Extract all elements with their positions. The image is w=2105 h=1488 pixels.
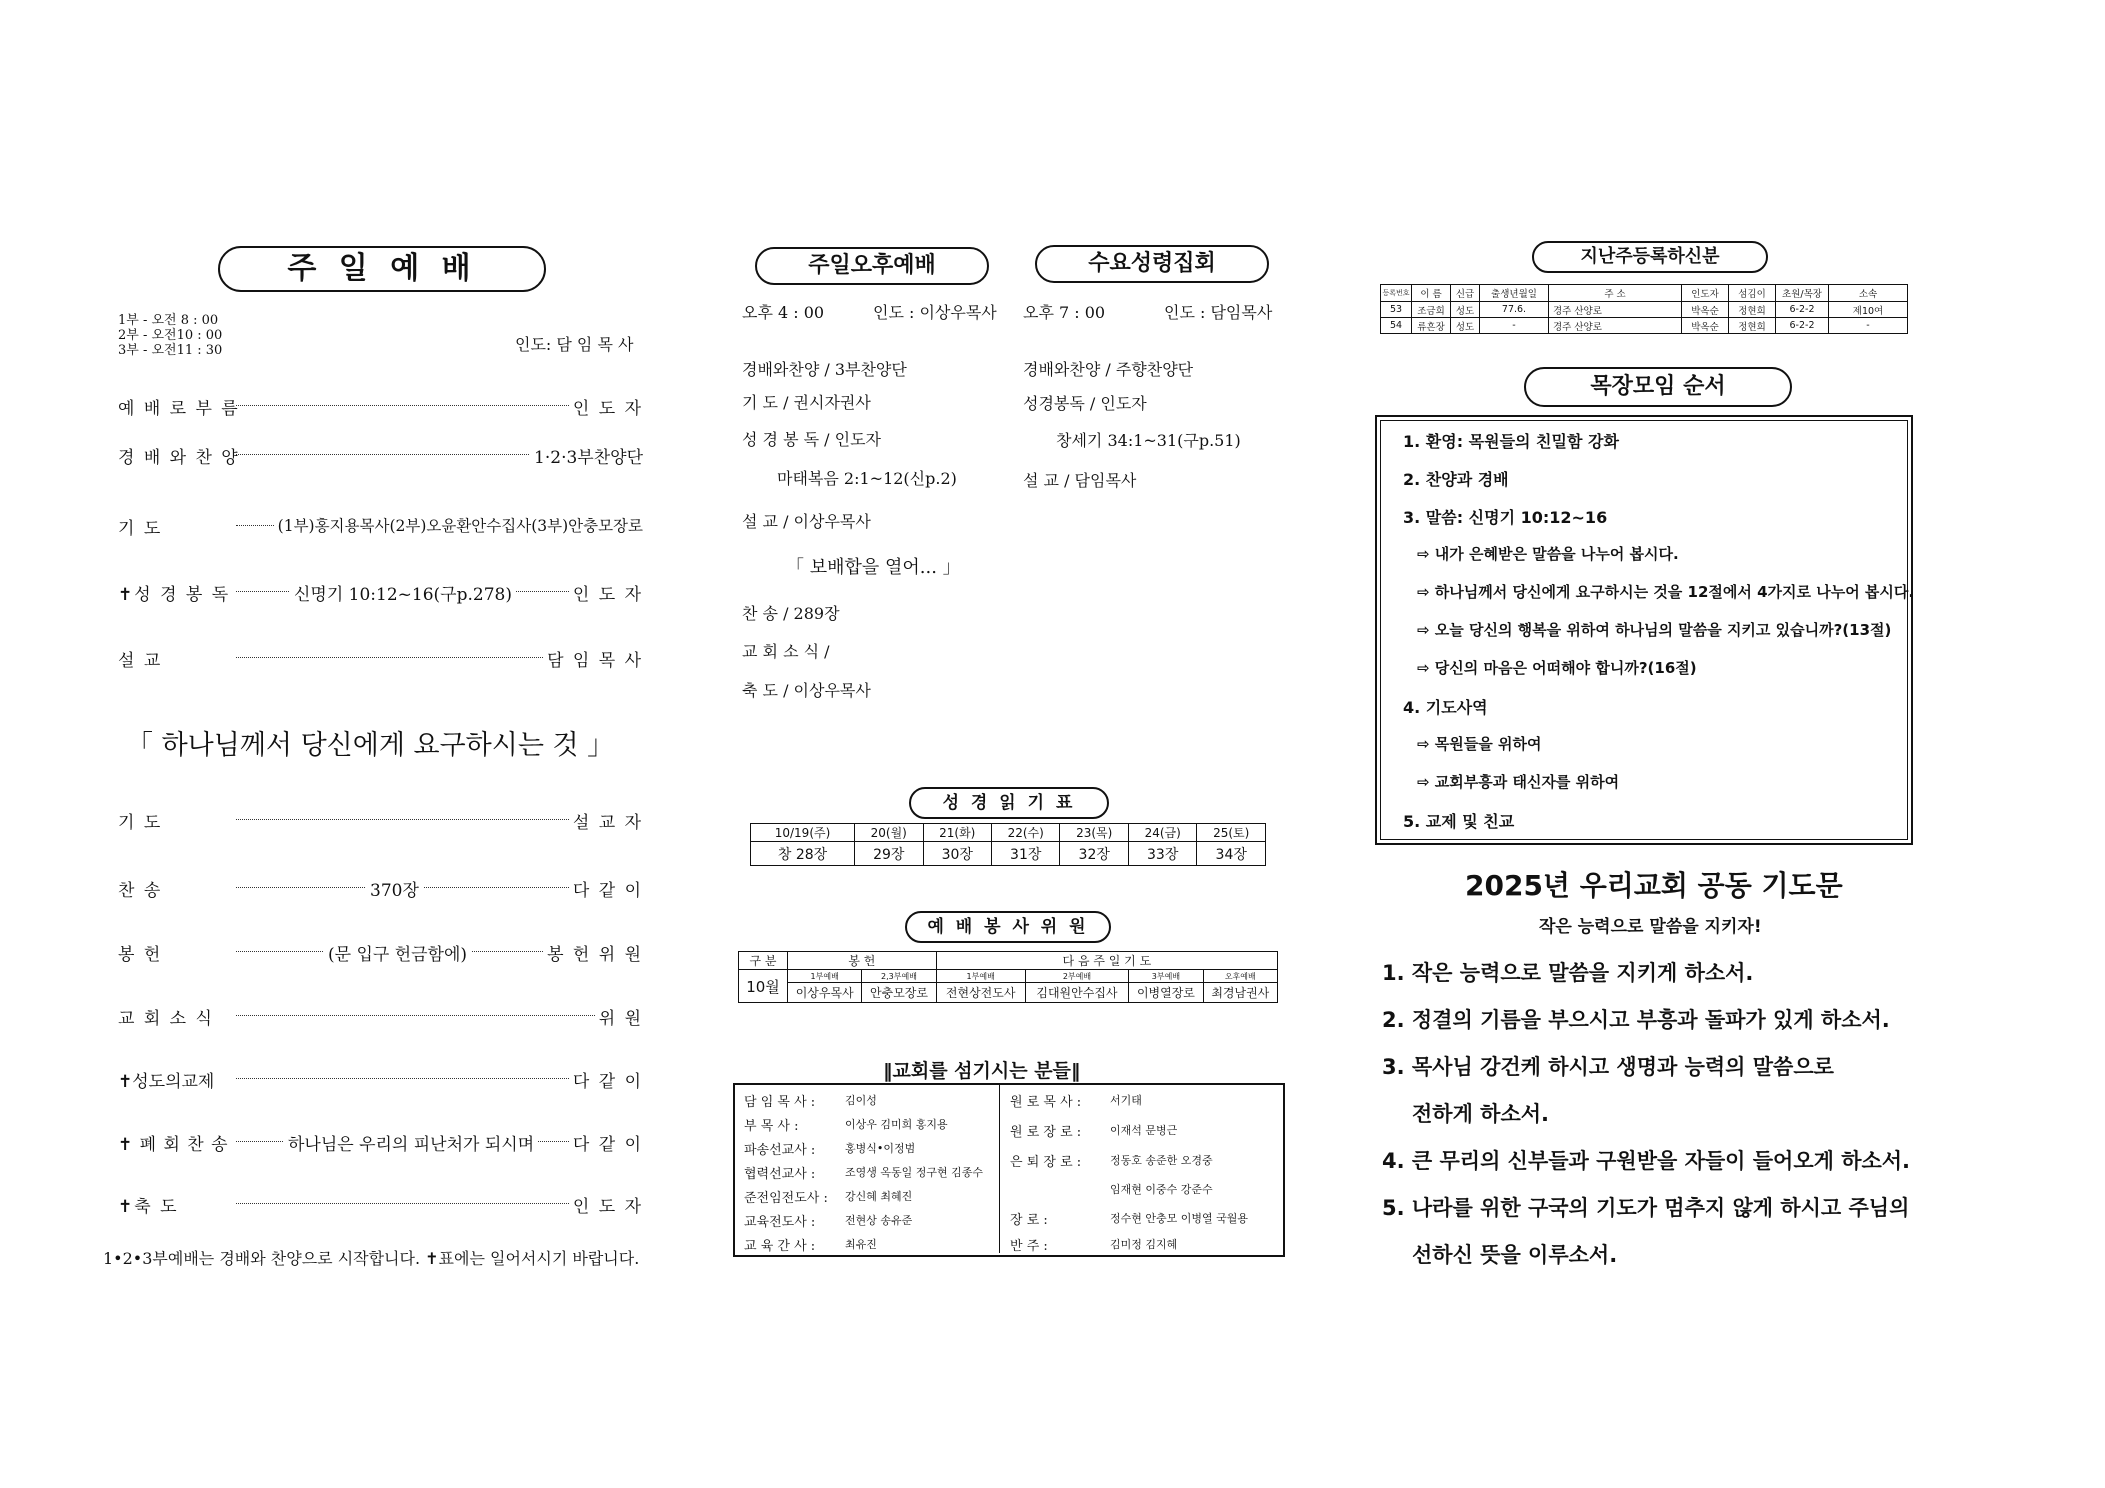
mokjang-subitem: ⇨ 오늘 당신의 행복을 위하여 하나님의 말씀을 지키고 있습니까?(13절) [1417,621,1892,639]
registration-header: 이 름 [1412,285,1451,302]
wednesday-item: 설 교 / 담임목사 [1023,471,1137,490]
order-label: 봉 헌 [118,945,163,965]
registration-cell: 53 [1381,302,1412,318]
afternoon-item: 축 도 / 이상우목사 [742,681,871,700]
wednesday-item: 경배와찬양 / 주향찬양단 [1023,360,1194,379]
order-row [118,1130,643,1154]
order-detail: 370장 [366,876,423,901]
staff-names: 강신혜 최혜진 [845,1190,913,1203]
order-row [118,443,643,467]
order-label: 설 교 [118,651,163,671]
staff-names: 전현상 송유준 [845,1214,913,1227]
servers-subheader: 2부예배 [1025,970,1129,983]
service-time-3: 3부 - 오전11 : 30 [118,343,223,358]
order-leader: 다 같 이 [569,1067,643,1092]
order-leader: 인 도 자 [569,580,643,605]
order-row [118,514,643,538]
registration-header: 등록번호 [1381,285,1412,302]
servers-name: 최경남권사 [1203,983,1277,1003]
registration-cell: 류흔장 [1412,318,1451,334]
order-row [118,646,643,670]
order-label: 교 회 소 식 [118,1009,214,1029]
afternoon-service-title: 주일오후예배 [755,247,989,285]
prayer-line: 5. 나라를 위한 구국의 기도가 멈추지 않게 하시고 주님의 [1382,1196,1910,1220]
registration-cell: 정현희 [1729,318,1776,334]
afternoon-item: 찬 송 / 289장 [742,604,840,623]
staff-names: 김미정 김지혜 [1110,1238,1178,1251]
reading-chapter: 34장 [1197,842,1266,866]
mokjang-subitem: ⇨ 내가 은혜받은 말씀을 나누어 봅시다. [1417,545,1679,563]
afternoon-item: 설 교 / 이상우목사 [742,512,871,531]
reading-chapter: 30장 [923,842,991,866]
sunday-footnote: 1•2•3부예배는 경배와 찬양으로 시작합니다. ✝표에는 일어서시기 바랍니다. [103,1249,640,1268]
order-leader: 인 도 자 [569,394,643,419]
order-leader: 설 교 자 [569,808,643,833]
registration-cell: 성도 [1451,318,1480,334]
registration-title: 지난주등록하신분 [1532,241,1768,273]
afternoon-item: 성 경 봉 독 / 인도자 [742,430,882,449]
staff-role: 준전임전도사 : [744,1191,828,1206]
afternoon-sermon-title: 「 보배합을 열어... 」 [786,557,961,578]
order-label: ✝ 폐 회 찬 송 [118,1135,229,1155]
registration-cell: 박옥순 [1682,302,1729,318]
order-label: 기 도 [118,519,163,539]
mokjang-title: 목장모임 순서 [1524,367,1792,407]
reading-chapter: 33장 [1128,842,1196,866]
registration-header: 출생년월일 [1480,285,1549,302]
reading-chapter: 29장 [855,842,923,866]
order-row [118,1004,643,1028]
order-leader: (1부)홍지용목사(2부)오윤환안수집사(3부)안충모장로 [274,514,643,536]
servers-month: 10월 [739,970,788,1003]
registration-row [1381,302,1908,318]
mokjang-item: 5. 교제 및 친교 [1403,812,1515,831]
order-leader: 봉 헌 위 원 [543,940,643,965]
wednesday-item: 창세기 34:1~31(구p.51) [1056,431,1241,450]
registration-header: 소속 [1829,285,1908,302]
reading-table-title: 성 경 읽 기 표 [909,787,1109,819]
registration-cell: 박옥순 [1682,318,1729,334]
staff-box [733,1083,1285,1257]
registration-header: 인도자 [1682,285,1729,302]
prayer-line: 2. 정결의 기름을 부으시고 부흥과 돌파가 있게 하소서. [1382,1008,1890,1032]
mokjang-subitem: ⇨ 목원들을 위하여 [1417,735,1542,753]
order-row [118,1192,643,1216]
sunday-service-title: 주 일 예 배 [218,246,546,292]
servers-header: 봉 헌 [788,952,937,970]
staff-names: 홍병식•이정범 [845,1142,916,1155]
reading-day: 10/19(주) [751,824,855,842]
order-row [118,808,643,832]
mokjang-item: 2. 찬양과 경배 [1403,470,1509,489]
staff-names: 최유진 [845,1238,877,1251]
mokjang-subitem: ⇨ 당신의 마음은 어떠해야 합니까?(16절) [1417,659,1697,677]
reading-chapter: 창 28장 [751,842,855,866]
reading-chapter: 31장 [991,842,1059,866]
reading-day: 20(월) [855,824,923,842]
servers-table-title: 예 배 봉 사 위 원 [905,911,1111,943]
prayer-line: 3. 목사님 강건케 하시고 생명과 능력의 말씀으로 [1382,1055,1834,1079]
mokjang-subitem: ⇨ 교회부흥과 태신자를 위하여 [1417,773,1620,791]
staff-role: 교육전도사 : [744,1215,816,1230]
registration-cell: 성도 [1451,302,1480,318]
afternoon-item: 교 회 소 식 / [742,642,830,661]
order-label: ✝성도의교제 [118,1072,215,1092]
staff-role: 원 로 장 로 : [1010,1125,1082,1140]
staff-divider [999,1085,1000,1253]
staff-names: 조영생 옥동일 정구현 김종수 [845,1166,984,1179]
prayer-title: 2025년 우리교회 공동 기도문 [1465,869,1843,902]
order-row [118,394,643,418]
servers-name: 이병열장로 [1129,983,1203,1003]
servers-subheader: 1부예배 [788,970,862,983]
servers-name: 김대원안수집사 [1025,983,1129,1003]
order-row [118,1067,643,1091]
prayer-line: 전하게 하소서. [1412,1102,1550,1126]
registration-cell: 경주 산양로 [1549,302,1682,318]
mokjang-item: 4. 기도사역 [1403,698,1488,717]
prayer-line: 선하신 뜻을 이루소서. [1412,1243,1618,1267]
sermon-title: 「 하나님께서 당신에게 요구하시는 것 」 [126,730,615,761]
servers-subheader: 2,3부예배 [862,970,936,983]
service-time-2: 2부 - 오전10 : 00 [118,328,223,343]
registration-cell: 54 [1381,318,1412,334]
registration-header: 초원/목장 [1776,285,1829,302]
order-leader: 다 같 이 [569,876,643,901]
registration-cell: - [1480,318,1549,334]
staff-names: 김이성 [845,1094,877,1107]
servers-name: 안충모장로 [862,983,936,1003]
wednesday-time: 오후 7 : 00 [1023,303,1106,322]
registration-header: 주 소 [1549,285,1682,302]
order-leader: 위 원 [595,1004,643,1029]
order-leader: 담 임 목 사 [543,646,643,671]
order-leader: 다 같 이 [569,1130,643,1155]
staff-role: 파송선교사 : [744,1143,816,1158]
registration-header: 섬김이 [1729,285,1776,302]
reading-day: 22(수) [991,824,1059,842]
afternoon-item: 경배와찬양 / 3부찬양단 [742,360,907,379]
servers-header: 다 음 주 일 기 도 [936,952,1277,970]
mokjang-item: 1. 환영: 목원들의 친밀함 강화 [1403,432,1619,451]
registration-cell: 6-2-2 [1776,318,1829,334]
reading-chapter: 32장 [1060,842,1128,866]
staff-names: 정동호 송준한 오경중 [1110,1154,1213,1167]
staff-role: 원 로 목 사 : [1010,1095,1082,1110]
order-label: ✝성 경 봉 독 [118,585,231,605]
registration-table [1380,284,1908,334]
registration-cell: - [1829,318,1908,334]
servers-name: 이상우목사 [788,983,862,1003]
order-detail: (문 입구 헌금함에) [324,940,471,965]
order-row [118,580,643,604]
servers-table [738,951,1278,1003]
servers-subheader: 1부예배 [936,970,1025,983]
servers-name: 전현상전도사 [936,983,1025,1003]
afternoon-item: 마태복음 2:1~12(신p.2) [777,469,957,488]
mokjang-subitem: ⇨ 하나님께서 당신에게 요구하시는 것을 12절에서 4가지로 나누어 봅시다. [1417,583,1915,601]
order-leader: 인 도 자 [569,1192,643,1217]
reading-day: 23(목) [1060,824,1128,842]
staff-names: 이재석 문병근 [1110,1124,1178,1137]
order-row [118,876,643,900]
reading-day: 21(화) [923,824,991,842]
staff-role: 은 퇴 장 로 : [1010,1155,1082,1170]
prayer-line: 4. 큰 무리의 신부들과 구원받을 자들이 들어오게 하소서. [1382,1149,1911,1173]
staff-role: 반 주 : [1010,1239,1048,1254]
afternoon-time: 오후 4 : 00 [742,303,825,322]
reading-table [750,823,1266,866]
registration-header: 신급 [1451,285,1480,302]
order-detail: 하나님은 우리의 피난처가 되시며 [284,1130,538,1155]
staff-role: 장 로 : [1010,1213,1048,1228]
order-label: 예 배 로 부 름 [118,399,240,419]
reading-day: 24(금) [1128,824,1196,842]
prayer-line: 1. 작은 능력으로 말씀을 지키게 하소서. [1382,961,1754,985]
order-leader: 1·2·3부찬양단 [530,443,643,468]
registration-cell: 조금희 [1412,302,1451,318]
servers-subheader: 3부예배 [1129,970,1203,983]
order-label: ✝축 도 [118,1197,179,1217]
afternoon-item: 기 도 / 권시자권사 [742,393,871,412]
prayer-subtitle: 작은 능력으로 말씀을 지키자! [1539,917,1762,937]
afternoon-leader: 인도 : 이상우목사 [873,303,997,322]
wednesday-service-title: 수요성령집회 [1035,245,1269,283]
staff-role: 협력선교사 : [744,1167,816,1182]
registration-cell: 정현희 [1729,302,1776,318]
wednesday-item: 성경봉독 / 인도자 [1023,394,1147,413]
staff-role: 교 육 간 사 : [744,1239,816,1254]
registration-cell: 제10여 [1829,302,1908,318]
reading-day: 25(토) [1197,824,1266,842]
service-time-1: 1부 - 오전 8 : 00 [118,313,219,328]
registration-row [1381,318,1908,334]
staff-role: 부 목 사 : [744,1119,799,1134]
mokjang-item: 3. 말씀: 신명기 10:12~16 [1403,508,1608,527]
order-label: 경 배 와 찬 양 [118,448,240,468]
staff-names: 서기태 [1110,1094,1142,1107]
servers-header: 구 분 [739,952,788,970]
registration-cell: 77.6. [1480,302,1549,318]
staff-names: 이상우 김미희 홍지용 [845,1118,948,1131]
staff-names: 정수현 안충모 이병열 국월용 [1110,1212,1249,1225]
sunday-leader: 인도: 담 임 목 사 [515,335,634,354]
staff-role: 담 임 목 사 : [744,1095,816,1110]
staff-title: ‖교회를 섬기시는 분들‖ [883,1060,1081,1082]
registration-cell: 6-2-2 [1776,302,1829,318]
order-detail: 신명기 10:12~16(구p.278) [290,580,516,605]
order-label: 찬 송 [118,881,163,901]
wednesday-leader: 인도 : 담임목사 [1164,303,1273,322]
registration-cell: 경주 산양로 [1549,318,1682,334]
servers-subheader: 오후예배 [1203,970,1277,983]
staff-names: 임재현 이중수 강준수 [1110,1183,1213,1196]
order-label: 기 도 [118,813,163,833]
order-row [118,940,643,964]
